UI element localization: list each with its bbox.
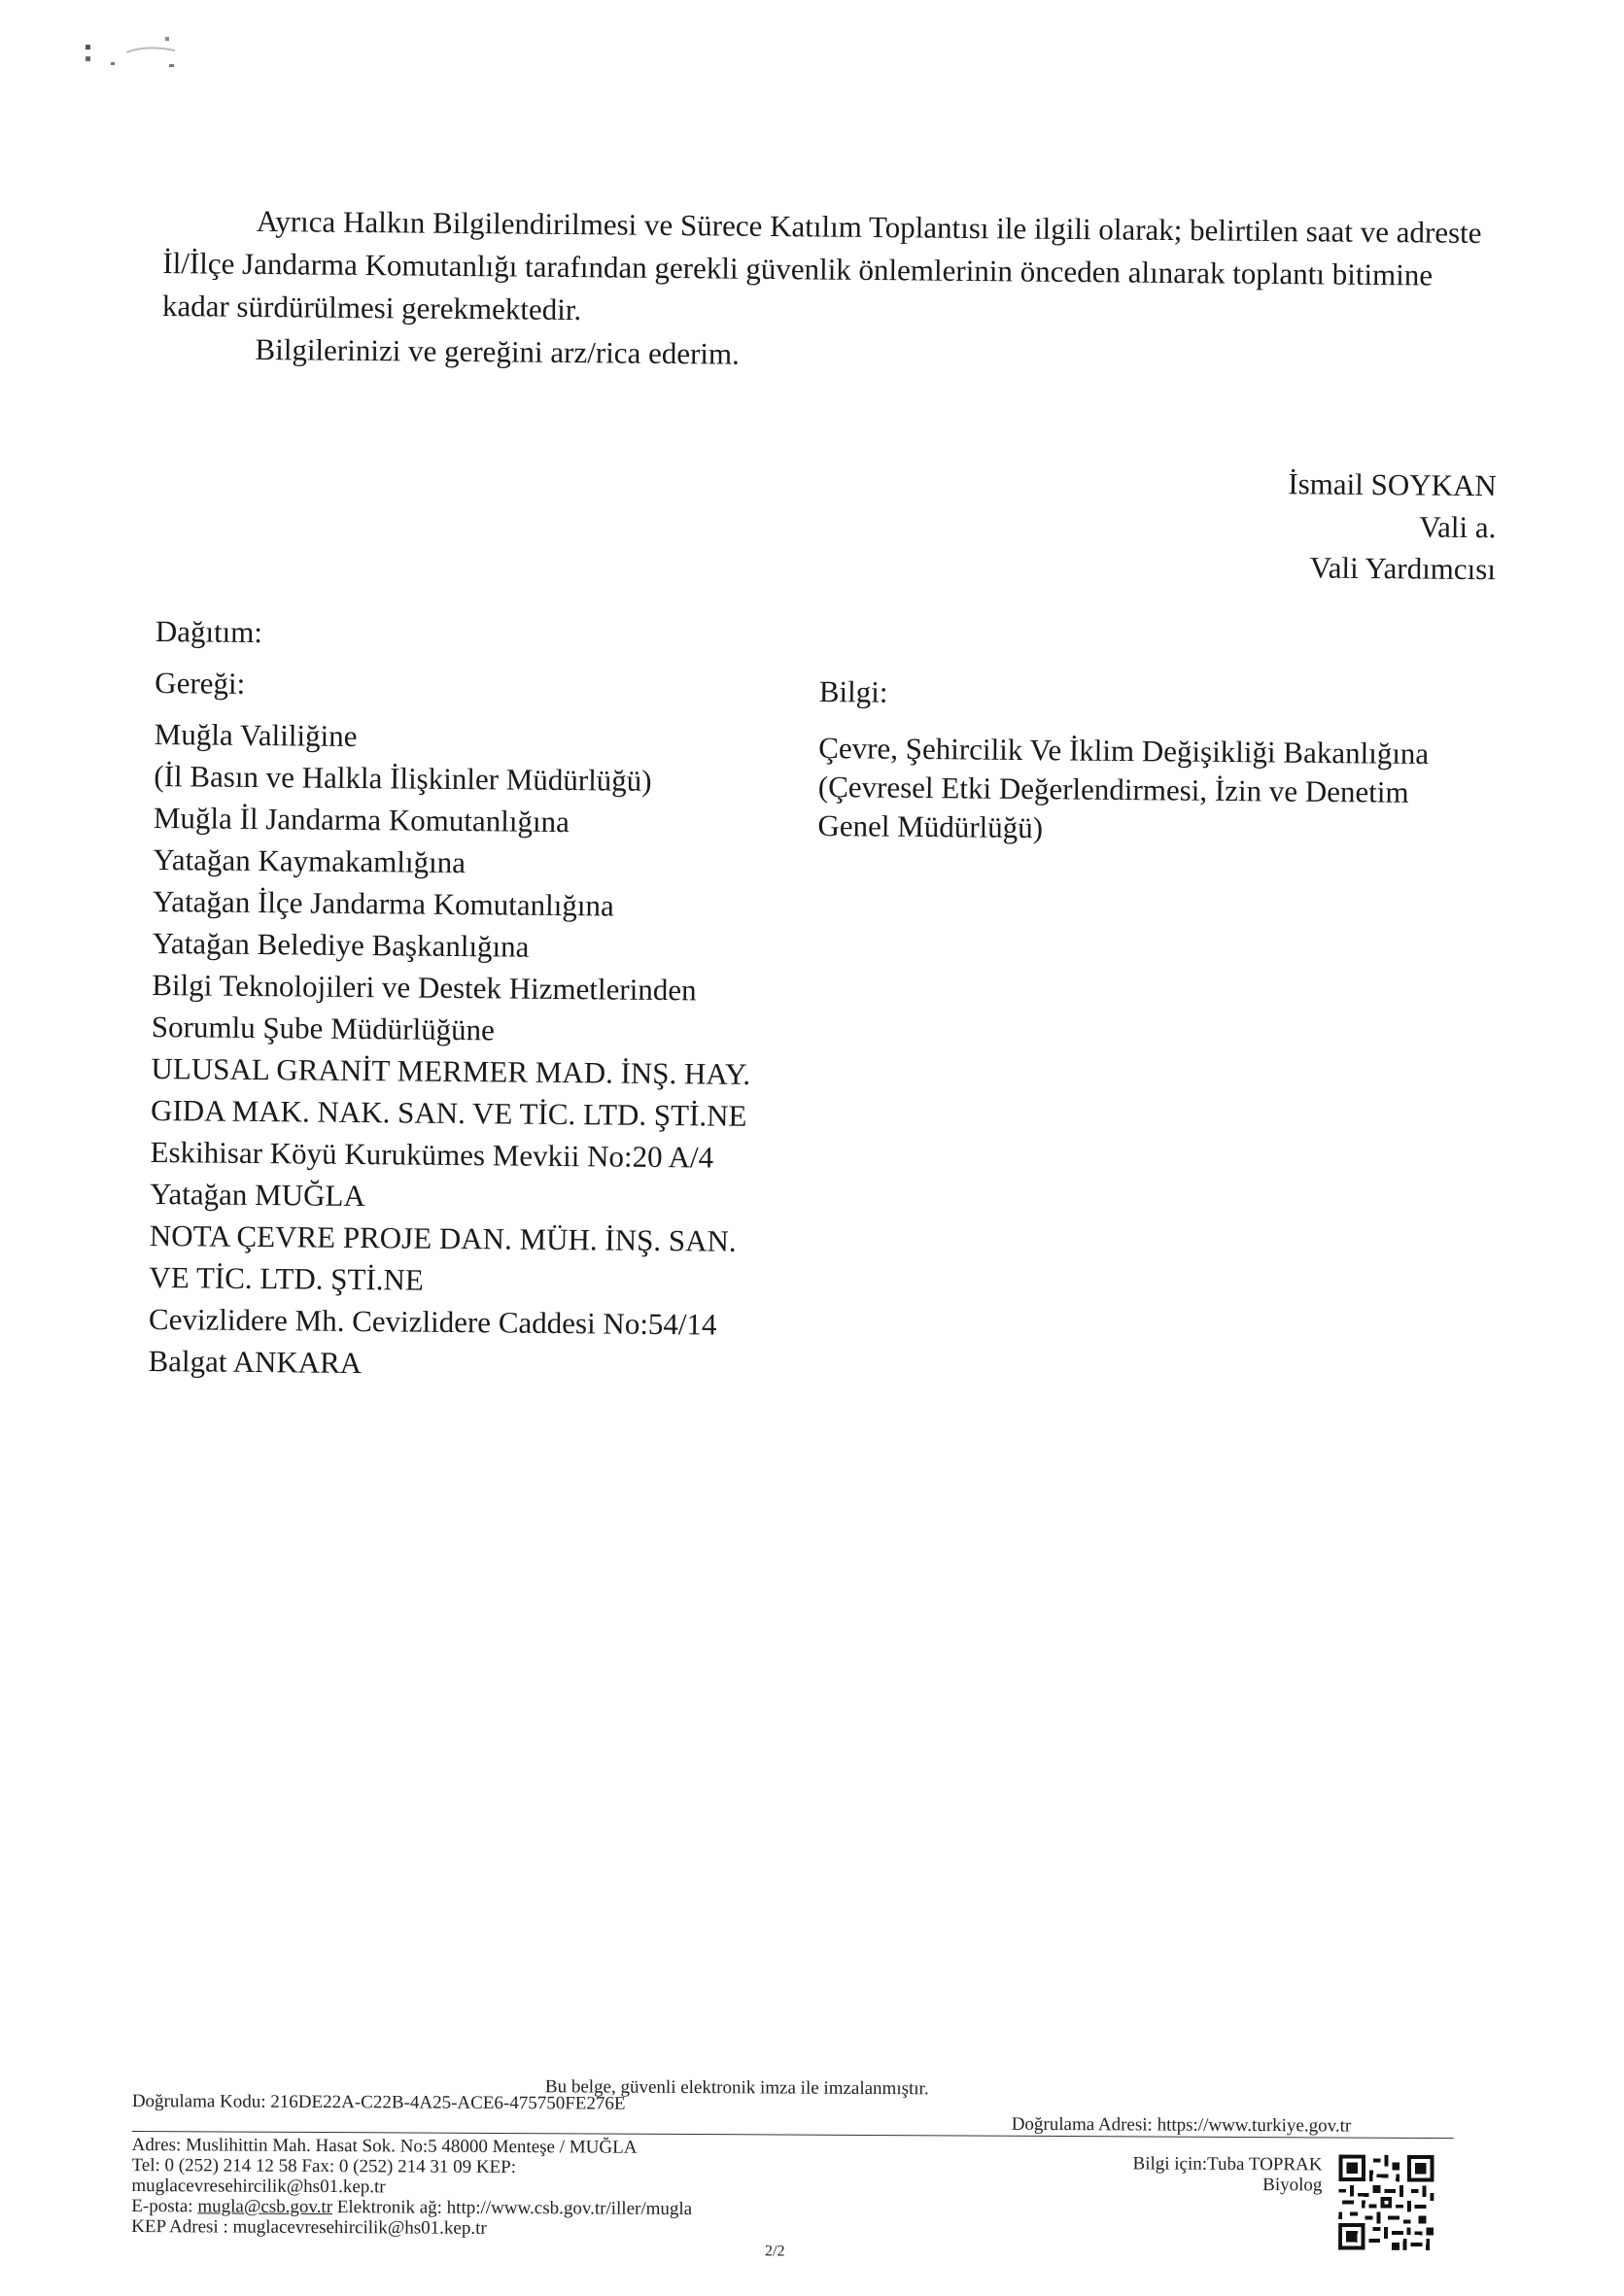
- distribution-heading: Dağıtım:: [155, 613, 263, 650]
- action-recipient: Yatağan Kaymakamlığına: [153, 841, 466, 880]
- action-recipient: GIDA MAK. NAK. SAN. VE TİC. LTD. ŞTİ.NE: [150, 1092, 747, 1133]
- action-recipient: Muğla İl Jandarma Komutanlığına: [153, 800, 570, 840]
- page-number: 2/2: [765, 2243, 785, 2260]
- contact-title: Biyolog: [1262, 2175, 1323, 2196]
- action-recipient: Bilgi Teknolojileri ve Destek Hizmetlerinden: [152, 967, 697, 1008]
- action-recipient: (İl Basın ve Halkla İlişkinler Müdürlüğü): [154, 758, 652, 798]
- document-footer: [131, 2074, 1454, 2276]
- action-recipient: Cevizlidere Mh. Cevizlidere Caddesi No:54/14: [148, 1301, 717, 1342]
- action-recipient: Sorumlu Şube Müdürlüğüne: [151, 1009, 496, 1047]
- email-link[interactable]: mugla@csb.gov.tr: [197, 2196, 333, 2218]
- info-recipient: (Çevresel Etki Değerlendirmesi, İzin ve Denetim: [817, 769, 1409, 809]
- body-text: [161, 199, 1485, 383]
- postal-address: Adres: Muslihittin Mah. Hasat Sok. No:5 48000 Menteşe / MUĞLA: [131, 2134, 638, 2158]
- info-recipient: Çevre, Şehircilik Ve İklim Değişikliği Bakanlığına: [818, 730, 1430, 771]
- kep-mail: muglacevresehircilik@hs01.kep.tr: [131, 2175, 386, 2198]
- action-recipient: ULUSAL GRANİT MERMER MAD. İNŞ. HAY.: [151, 1050, 751, 1091]
- action-recipient: Balgat ANKARA: [148, 1343, 363, 1381]
- action-recipient: Yatağan İlçe Jandarma Komutanlığına: [152, 883, 614, 923]
- distribution-block: [148, 610, 836, 1388]
- body-paragraph-2: Bilgilerinizi ve gereğini arz/rica ederim.: [255, 331, 741, 371]
- action-label: Gereği:: [155, 665, 246, 701]
- signer-on-behalf: Vali a.: [1418, 509, 1497, 545]
- kep-address: KEP Adresi : muglacevresehircilik@hs01.kep.tr: [131, 2215, 487, 2239]
- scan-specks: [68, 27, 253, 86]
- signature-block: [1165, 462, 1497, 590]
- contact-block: [1088, 2153, 1322, 2195]
- action-recipient: VE TİC. LTD. ŞTİ.NE: [149, 1259, 425, 1297]
- esign-note: Bu belge, güvenli elektronik imza ile imzalanmıştır.: [544, 2076, 929, 2100]
- contact-person: Bilgi için:Tuba TOPRAK: [1132, 2153, 1323, 2176]
- qr-code-icon: [1338, 2155, 1434, 2251]
- email-prefix: E-posta:: [131, 2195, 198, 2217]
- web-address: Elektronik ağ: http://www.csb.gov.tr/iller/mugla: [331, 2197, 693, 2220]
- action-recipient: Muğla Valiliğine: [154, 716, 358, 753]
- verification-address: Doğrulama Adresi: https://www.turkiye.gov.tr: [1011, 2113, 1352, 2137]
- info-recipient: Genel Müdürlüğü): [817, 807, 1044, 845]
- footer-address-block: [131, 2135, 812, 2241]
- action-recipient: NOTA ÇEVRE PROJE DAN. MÜH. İNŞ. SAN.: [149, 1217, 737, 1258]
- phone-fax: Tel: 0 (252) 214 12 58 Fax: 0 (252) 214 31 09 KEP:: [131, 2154, 517, 2178]
- info-recipients-block: [817, 672, 1500, 852]
- signer-name: İsmail SOYKAN: [1288, 466, 1497, 503]
- body-paragraph-1: Ayrıca Halkın Bilgilendirilmesi ve Sürece Katılım Toplantısı ile ilgili olarak; belirtilen saat ve adreste İl/İlçe Jandarma Komutanlığı tarafından gerekli güvenlik önlemlerinin önceden alınarak toplantı bitimine kadar sürdürülmesi gerekmektedir.: [161, 203, 1482, 327]
- verification-code: Doğrulama Kodu: 216DE22A-C22B-4A25-ACE6-475750FE276E: [131, 2090, 626, 2114]
- action-recipient: Yatağan Belediye Başkanlığına: [152, 925, 530, 964]
- info-label: Bilgi:: [818, 673, 888, 709]
- signer-title: Vali Yardımcısı: [1309, 550, 1497, 587]
- action-recipient: Eskihisar Köyü Kurukümes Mevkii No:20 A/4: [150, 1134, 714, 1175]
- action-recipient: Yatağan MUĞLA: [150, 1176, 365, 1214]
